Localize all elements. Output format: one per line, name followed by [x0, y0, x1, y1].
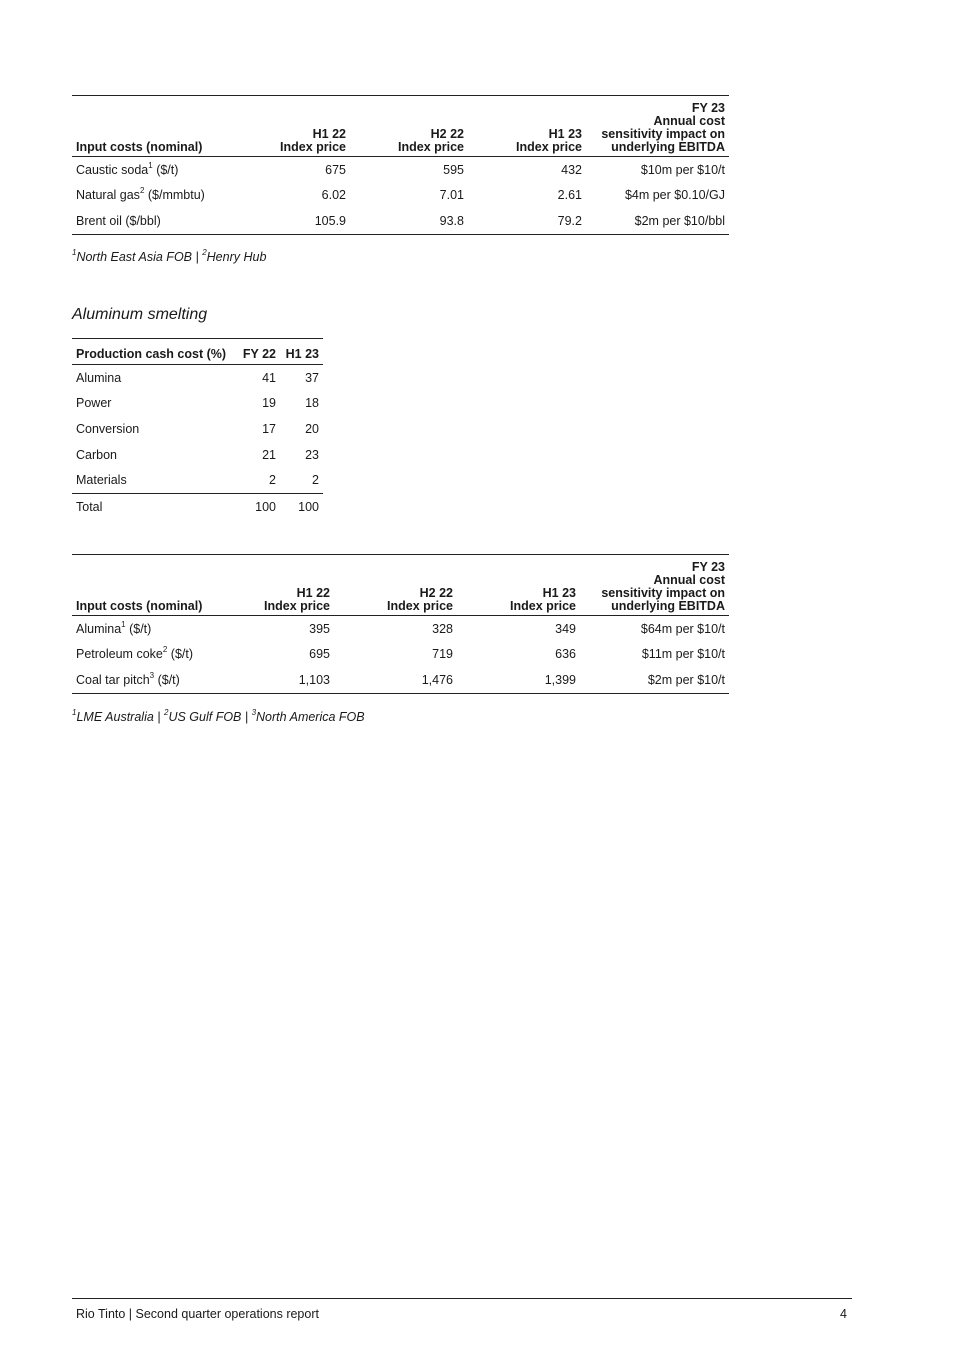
footer-title: Rio Tinto | Second quarter operations report — [76, 1307, 319, 1321]
row-label: Natural gas$^2$ ($/mmbtu) — [76, 186, 205, 203]
cell-h2-22: 719 — [432, 647, 453, 662]
input-costs-table-alumina — [72, 95, 729, 235]
row-label: Materials — [72, 467, 237, 493]
cell-fy22: 17 — [262, 421, 276, 436]
cell-fy22: 2 — [237, 467, 280, 493]
cell-sensitivity: $4m per $0.10/GJ — [624, 188, 725, 203]
header-h1-22: H1 22 Index price — [227, 555, 334, 616]
header-h1-23: H1 23 Index price — [468, 96, 586, 157]
cell-sensitivity: $64m per $10/t — [640, 621, 725, 636]
cell-h2-22: 93.8 — [350, 208, 468, 234]
header-h2-22: H2 22 Index price — [334, 555, 457, 616]
cell-h1-22: 6.02 — [321, 188, 346, 203]
section-heading: Aluminum smelting — [72, 306, 208, 323]
cell-h1-23: 2.61 — [557, 188, 582, 203]
table-total-row — [72, 493, 323, 519]
total-label: Total — [76, 499, 103, 514]
table-row — [72, 208, 729, 234]
table1-footnote: $^1$North East Asia FOB | $^2$Henry Hub — [72, 247, 267, 264]
row-label: Coal tar pitch$^3$ ($/t) — [72, 667, 227, 693]
table-row — [72, 616, 729, 642]
header-production-cash-cost: Production cash cost (%) — [72, 339, 237, 365]
cell-h1-23: 79.2 — [468, 208, 586, 234]
total-h123: 100 — [298, 499, 319, 514]
row-label: Caustic soda$^1$ ($/t) — [76, 160, 179, 177]
table-row — [72, 365, 323, 391]
header-input-costs: Input costs (nominal) — [72, 96, 242, 157]
header-h1-22: H1 22 Index price — [242, 96, 350, 157]
header-input-costs: Input costs (nominal) — [72, 555, 227, 616]
page-number: 4 — [840, 1307, 847, 1321]
cell-h2-22: 1,476 — [334, 667, 457, 693]
cell-h2-22: 595 — [443, 162, 464, 177]
table-row — [72, 416, 323, 442]
table-row — [72, 467, 323, 493]
table3-footnote: $^1$LME Australia | $^2$US Gulf FOB | $^3$North America FOB — [72, 707, 365, 724]
row-label: Alumina — [76, 370, 122, 385]
cell-h1-22: 395 — [309, 621, 330, 636]
table-row — [72, 642, 729, 668]
row-label: Power — [76, 396, 112, 411]
cell-fy22: 21 — [262, 447, 276, 462]
header-h2-22: H2 22 Index price — [350, 96, 468, 157]
cell-h1-22: 695 — [309, 647, 330, 662]
input-costs-table-smelting — [72, 554, 729, 694]
row-label: Conversion — [76, 421, 140, 436]
header-h123: H1 23 — [280, 339, 323, 365]
cell-fy22: 41 — [262, 370, 276, 385]
cell-h123: 37 — [305, 370, 319, 385]
cell-h1-23: 349 — [555, 621, 576, 636]
cell-h1-23: 432 — [561, 162, 582, 177]
table-row — [72, 183, 729, 209]
cell-h123: 23 — [305, 447, 319, 462]
cell-sensitivity: $2m per $10/t — [580, 667, 729, 693]
cell-sensitivity: $11m per $10/t — [641, 647, 725, 662]
cell-h123: 2 — [280, 467, 323, 493]
cell-h1-22: 675 — [325, 162, 346, 177]
header-h1-23: H1 23 Index price — [457, 555, 580, 616]
cell-h123: 20 — [305, 421, 319, 436]
row-label: Petroleum coke$^2$ ($/t) — [76, 645, 194, 662]
cell-h2-22: 7.01 — [439, 188, 464, 203]
header-fy23-sensitivity: FY 23 Annual cost sensitivity impact on underlying EBITDA — [586, 96, 729, 157]
cell-h1-22: 1,103 — [227, 667, 334, 693]
cell-h1-23: 636 — [555, 647, 576, 662]
total-fy22: 100 — [255, 499, 276, 514]
cell-fy22: 19 — [262, 396, 276, 411]
production-cash-cost-table — [72, 338, 323, 520]
header-fy23-sensitivity: FY 23 Annual cost sensitivity impact on underlying EBITDA — [580, 555, 729, 616]
table-row — [72, 667, 729, 693]
table-row — [72, 442, 323, 468]
row-label: Alumina$^1$ ($/t) — [76, 619, 152, 636]
cell-sensitivity: $2m per $10/bbl — [586, 208, 729, 234]
footer-divider — [72, 1298, 852, 1299]
cell-h2-22: 328 — [432, 621, 453, 636]
row-label: Carbon — [76, 447, 117, 462]
header-fy22: FY 22 — [237, 339, 280, 365]
table-row — [72, 391, 323, 417]
cell-h1-23: 1,399 — [457, 667, 580, 693]
cell-h1-22: 105.9 — [242, 208, 350, 234]
table-row — [72, 157, 729, 183]
cell-sensitivity: $10m per $10/t — [640, 162, 725, 177]
cell-h123: 18 — [305, 396, 319, 411]
row-label: Brent oil ($/bbl) — [72, 208, 242, 234]
